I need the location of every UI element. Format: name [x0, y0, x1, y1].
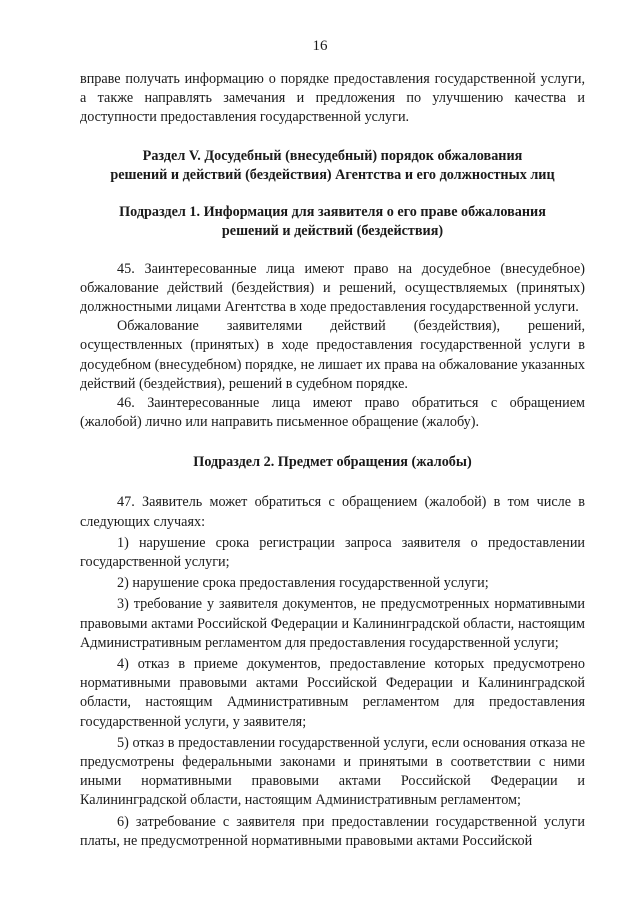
- subsection1-heading-line1: Подраздел 1. Информация для заявителя о его праве обжалования: [119, 203, 546, 220]
- paragraph-45: 45. Заинтересованные лица имеют право на досудебное (внесудебное) обжалование действий (бездействия) и решений, осуществляемых (принятых) должностными лицами Агентства в ходе предоставления государственной услуги.: [80, 260, 585, 316]
- document-body: [80, 70, 585, 851]
- intro-paragraph: вправе получать информацию о порядке предоставления государственной услуги, а также направлять замечания и предложения по улучшению качества и доступности предоставления государственной услуги.: [80, 71, 585, 126]
- subsection1-heading: [80, 203, 585, 241]
- section-heading: [80, 147, 585, 185]
- paragraph-appeal-rights: Обжалование заявителями действий (бездействия), решений, осуществленных (принятых) в ходе предоставления государственной услуги в досудебном (внесудебном) порядке, не лишает их права на обжалование указанных действий (бездействия), решений в судебном порядке.: [80, 318, 585, 392]
- subsection1-heading-line2: решений и действий (бездействия): [221, 222, 444, 239]
- list-item-1: 1) нарушение срока регистрации запроса заявителя о предоставлении государственной услуги;: [80, 534, 585, 571]
- section-heading-line1: Раздел V. Досудебный (внесудебный) порядок обжалования: [142, 147, 523, 164]
- paragraph-47: 47. Заявитель может обратиться с обращением (жалобой) в том числе в следующих случаях:: [80, 494, 585, 530]
- list-item-6: 6) затребование с заявителя при предоставлении государственной услуги платы, не предусмотренной нормативными правовыми актами Российской: [80, 813, 585, 849]
- list-item-5: 5) отказ в предоставлении государственной услуги, если основания отказа не предусмотрены федеральными законами и принятыми в соответствии с ними иными нормативными правовыми актами Российской Федерации и Калининградской области, настоящим Административным регламентом;: [80, 734, 585, 809]
- subsection2-heading: Подраздел 2. Предмет обращения (жалобы): [193, 454, 472, 471]
- list-item-2: 2) нарушение срока предоставления государственной услуги;: [117, 575, 489, 592]
- page-number: 16: [312, 38, 328, 54]
- paragraph-46: 46. Заинтересованные лица имеют право обратиться с обращением (жалобой) лично или направить письменное обращение (жалобу).: [80, 395, 585, 431]
- list-item-4: 4) отказ в приеме документов, предоставление которых предусмотрено нормативными правовыми актами Российской Федерации и Калининградской области, настоящим Административным регламентом для предоставления государственной услуги, у заявителя;: [80, 656, 585, 730]
- list-item-3: 3) требование у заявителя документов, не предусмотренных нормативными правовыми актами Российской Федерации и Калининградской области, настоящим Административным регламентом для предоставления государственной услуги;: [80, 596, 585, 651]
- section-heading-line2: решений и действий (бездействия) Агентства и его должностных лиц: [110, 166, 555, 183]
